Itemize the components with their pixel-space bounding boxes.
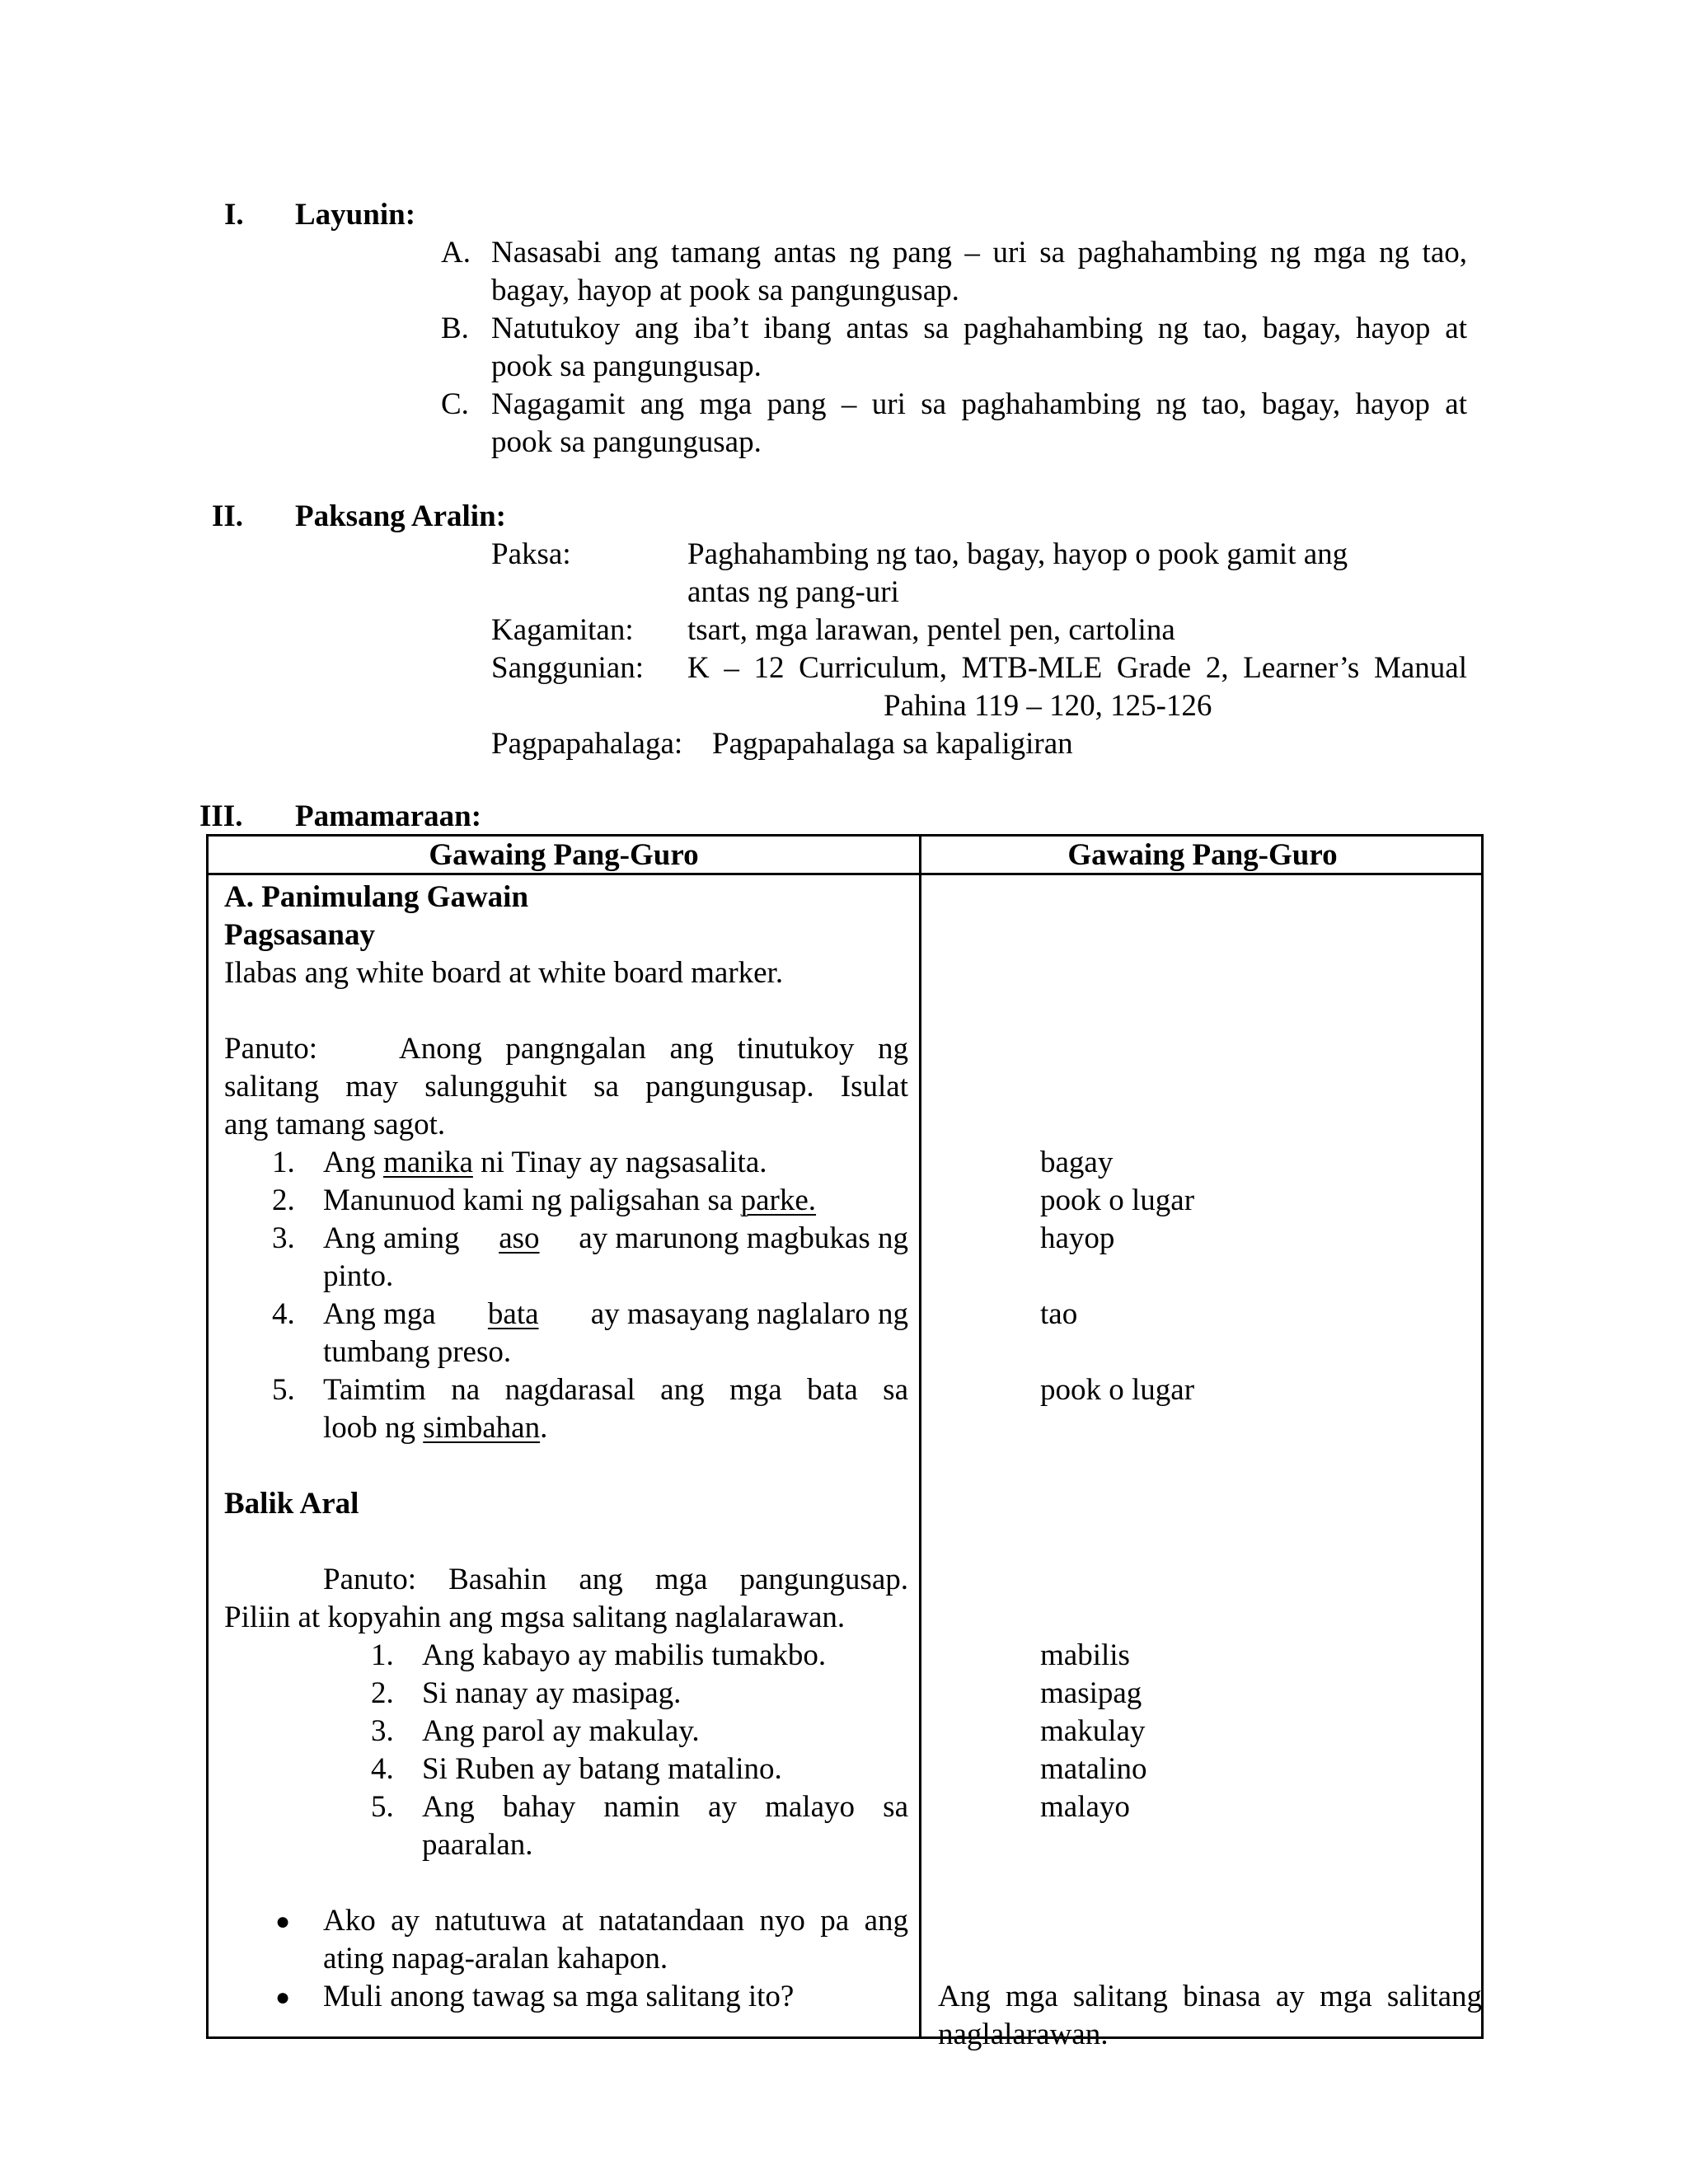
response-line2: naglalarawan. [938,2018,1109,2051]
kagamitan-label: Kagamitan: [491,613,634,647]
bullet-dot-1: ● [275,1908,291,1935]
paksa-label: Paksa: [491,537,571,571]
review-answer-3: makulay [1040,1714,1146,1748]
objective-b-label: B. [441,312,469,345]
section-3-number: III. [199,799,243,833]
objective-c-label: C. [441,387,469,421]
question-4-line2: tumbang preso. [323,1335,512,1369]
question-2-underlined: parke. [740,1183,817,1217]
paksa-line1: Paghahambing ng tao, bagay, hayop o pook gamit ang [687,537,1348,571]
section-1-title: Layunin: [295,198,416,232]
question-5-line2 [323,1409,547,1447]
question-3 [323,1220,908,1258]
sanggunian-line1: K – 12 Curriculum, MTB-MLE Grade 2, Learner’s Manual [687,651,1467,685]
section-3-title: Pamamaraan: [295,799,482,833]
question-1-text-pre: Ang [323,1146,383,1179]
question-2-text-pre: Manunuod kami ng paligsahan sa [323,1183,741,1217]
review-answer-2: masipag [1040,1676,1142,1710]
answer-4: tao [1040,1297,1078,1331]
objective-a-line1: Nasasabi ang tamang antas ng pang – uri sa paghahambing ng mga ng tao, [491,236,1467,269]
review-5-line2: paaralan. [422,1828,533,1862]
review-4-number: 4. [371,1752,394,1786]
bullet-2-text: Muli anong tawag sa mga salitang ito? [323,1980,795,2013]
kagamitan-value: tsart, mga larawan, pentel pen, cartolina [687,613,1175,647]
review-answer-5: malayo [1040,1790,1130,1824]
section-2-title: Paksang Aralin: [295,499,506,533]
review-5-text: Ang bahay namin ay malayo sa [422,1790,908,1824]
question-5-line1: Taimtim na nagdarasal ang mga bata sa [323,1373,908,1407]
panuto-1-line2: salitang may salungguhit sa pangungusap. Isulat [224,1070,908,1104]
question-3-text-post: ay marunong magbukas ng [579,1221,908,1255]
question-1-text-post: ni Tinay ay nagsasalita. [472,1146,767,1179]
objective-b-line2: pook sa pangungusap. [491,349,762,383]
question-5-underlined: simbahan [423,1411,541,1445]
panuto-2-line1: Panuto: Basahin ang mga pangungusap. [323,1563,908,1596]
section-2-number: II. [212,499,244,533]
objective-c-line1: Nagagamit ang mga pang – uri sa paghahambing ng tao, bagay, hayop at [491,387,1467,421]
objective-a-line2: bagay, hayop at pook sa pangungusap. [491,274,959,307]
table-header-left: Gawaing Pang-Guro [429,838,699,872]
review-3-text: Ang parol ay makulay. [422,1714,700,1748]
question-4-text-post: ay masayang naglalaro ng [590,1297,908,1331]
review-answer-1: mabilis [1040,1638,1130,1672]
question-4-text-pre: Ang mga [323,1297,436,1331]
response-line1: Ang mga salitang binasa ay mga salitang [938,1980,1482,2013]
review-2-number: 2. [371,1676,394,1710]
sanggunian-line2: Pahina 119 – 120, 125-126 [884,689,1212,723]
table-header-right: Gawaing Pang-Guro [1067,838,1338,872]
table-header-divider [209,873,1481,875]
question-2-number: 2. [272,1183,295,1217]
review-4-text: Si Ruben ay batang matalino. [422,1752,782,1786]
answer-2: pook o lugar [1040,1183,1195,1217]
pagpapahalaga-label: Pagpapahalaga: [491,727,683,761]
bullet-dot-2: ● [275,1984,291,2011]
review-answer-4: matalino [1040,1752,1147,1786]
question-4-underlined: bata [487,1297,539,1331]
review-2-text: Si nanay ay masipag. [422,1676,682,1710]
sanggunian-label: Sanggunian: [491,651,644,685]
pagpapahalaga-value: Pagpapahalaga sa kapaligiran [712,727,1073,761]
question-4-number: 4. [272,1297,295,1331]
section-1-number: I. [224,198,244,232]
question-5-text-post: . [540,1411,548,1445]
question-3-number: 3. [272,1221,295,1255]
review-1-text: Ang kabayo ay mabilis tumakbo. [422,1638,827,1672]
ilabas-instruction: Ilabas ang white board at white board marker. [224,956,784,990]
bullet-1-line2: ating napag-aralan kahapon. [323,1942,668,1975]
question-3-line2: pinto. [323,1259,394,1293]
answer-5: pook o lugar [1040,1373,1195,1407]
review-1-number: 1. [371,1638,394,1672]
pagsasanay-heading: Pagsasanay [224,918,375,952]
question-3-underlined: aso [499,1221,540,1255]
panuto-1-label: Panuto: [224,1032,318,1066]
panimulang-gawain-heading: A. Panimulang Gawain [224,880,529,914]
question-3-text-pre: Ang aming [323,1221,460,1255]
question-2 [323,1182,816,1220]
question-5-text-pre: loob ng [323,1411,424,1445]
table-column-divider [919,837,921,2036]
review-3-number: 3. [371,1714,394,1748]
objective-a-label: A. [441,236,471,269]
paksa-line2: antas ng pang-uri [687,575,899,609]
answer-1: bagay [1040,1146,1114,1179]
answer-3: hayop [1040,1221,1115,1255]
panuto-1-line3: ang tamang sagot. [224,1108,446,1141]
question-4 [323,1296,908,1333]
question-1 [323,1144,767,1182]
balik-aral-heading: Balik Aral [224,1487,359,1521]
objective-b-line1: Natutukoy ang iba’t ibang antas sa paghahambing ng tao, bagay, hayop at [491,312,1467,345]
review-5-number: 5. [371,1790,394,1824]
panuto-1-line1: Anong pangngalan ang tinutukoy ng [399,1032,908,1066]
question-5-number: 5. [272,1373,295,1407]
bullet-1-line1: Ako ay natutuwa at natatandaan nyo pa ang [323,1904,908,1938]
question-1-number: 1. [272,1146,295,1179]
panuto-2-line2: Piliin at kopyahin ang mgsa salitang naglalarawan. [224,1601,846,1634]
objective-c-line2: pook sa pangungusap. [491,425,762,459]
question-1-underlined: manika [382,1146,473,1179]
